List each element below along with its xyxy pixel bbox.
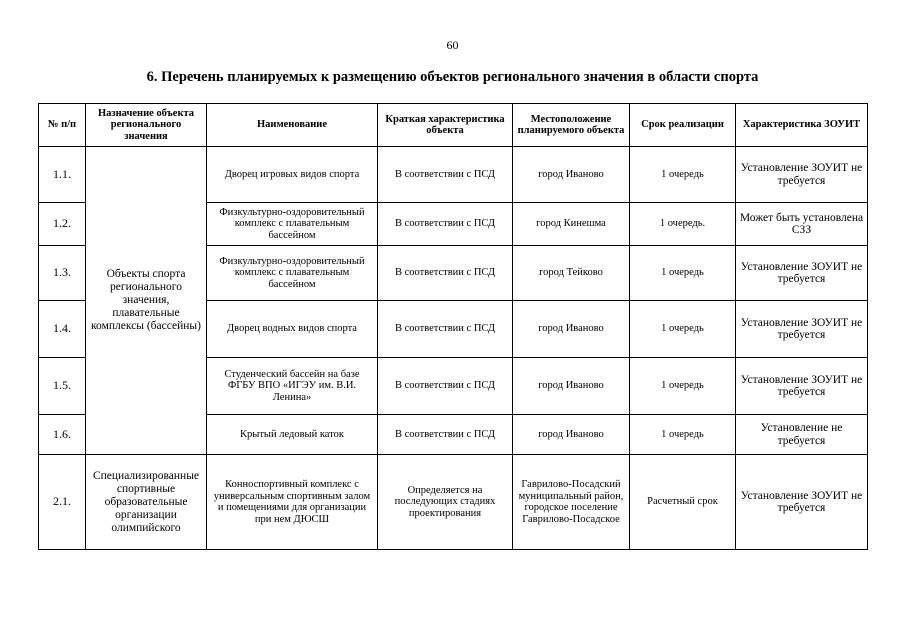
row-location: Гаврилово-Посадский муниципальный район, городское поселение Гаврилово-Посадское <box>513 455 630 550</box>
row-term: 1 очередь. <box>630 203 736 246</box>
header-num: № п/п <box>39 104 86 147</box>
table-row <box>39 147 868 203</box>
row-zone: Установление ЗОУИТ не требуется <box>736 147 868 203</box>
row-name: Дворец водных видов спорта <box>207 301 378 358</box>
row-characteristic: В соответствии с ПСД <box>378 246 513 301</box>
row-term: 1 очередь <box>630 301 736 358</box>
row-zone: Установление не требуется <box>736 415 868 455</box>
group-purpose: Объекты спорта регионального значения, плавательные комплексы (бассейны) <box>86 147 207 455</box>
row-zone: Установление ЗОУИТ не требуется <box>736 358 868 415</box>
row-num: 1.6. <box>39 415 86 455</box>
header-purpose: Назначение объекта регионального значения <box>86 104 207 147</box>
header-term: Срок реализации <box>630 104 736 147</box>
row-zone: Может быть установлена СЗЗ <box>736 203 868 246</box>
row-characteristic: В соответствии с ПСД <box>378 358 513 415</box>
row-name: Физкультурно-оздоровительный комплекс с плавательным бассейном <box>207 246 378 301</box>
row-location: город Иваново <box>513 358 630 415</box>
row-location: город Иваново <box>513 301 630 358</box>
header-row <box>39 104 868 147</box>
sports-objects-table <box>38 103 868 550</box>
row-zone: Установление ЗОУИТ не требуется <box>736 455 868 550</box>
page-title: 6. Перечень планируемых к размещению объектов регионального значения в области спорта <box>146 69 759 85</box>
row-name: Студенческий бассейн на базе ФГБУ ВПО «ИГЭУ им. В.И. Ленина» <box>207 358 378 415</box>
row-term: 1 очередь <box>630 415 736 455</box>
row-location: город Кинешма <box>513 203 630 246</box>
row-term: Расчетный срок <box>630 455 736 550</box>
row-name: Конноспортивный комплекс с универсальным спортивным залом и помещениями для организации при нем ДЮСШ <box>207 455 378 550</box>
row-zone: Установление ЗОУИТ не требуется <box>736 246 868 301</box>
header-location: Местоположение планируемого объекта <box>513 104 630 147</box>
table-row <box>39 455 868 550</box>
row-location: город Иваново <box>513 415 630 455</box>
row-location: город Иваново <box>513 147 630 203</box>
row-characteristic: В соответствии с ПСД <box>378 415 513 455</box>
row-name: Крытый ледовый каток <box>207 415 378 455</box>
row-num: 1.2. <box>39 203 86 246</box>
row-name: Физкультурно-оздоровительный комплекс с плавательным бассейном <box>207 203 378 246</box>
row-num: 1.1. <box>39 147 86 203</box>
row-purpose: Специализированные спортивные образовательные организации олимпийского <box>86 455 207 550</box>
row-term: 1 очередь <box>630 246 736 301</box>
row-characteristic: В соответствии с ПСД <box>378 147 513 203</box>
page-number: 60 <box>446 38 459 52</box>
header-name: Наименование <box>207 104 378 147</box>
row-term: 1 очередь <box>630 358 736 415</box>
row-num: 1.3. <box>39 246 86 301</box>
row-location: город Тейково <box>513 246 630 301</box>
row-zone: Установление ЗОУИТ не требуется <box>736 301 868 358</box>
row-characteristic: В соответствии с ПСД <box>378 203 513 246</box>
row-num: 1.4. <box>39 301 86 358</box>
row-characteristic: В соответствии с ПСД <box>378 301 513 358</box>
row-name: Дворец игровых видов спорта <box>207 147 378 203</box>
header-zone: Характеристика ЗОУИТ <box>736 104 868 147</box>
row-term: 1 очередь <box>630 147 736 203</box>
row-characteristic: Определяется на последующих стадиях проектирования <box>378 455 513 550</box>
row-num: 2.1. <box>39 455 86 550</box>
row-num: 1.5. <box>39 358 86 415</box>
header-characteristic: Краткая характеристика объекта <box>378 104 513 147</box>
